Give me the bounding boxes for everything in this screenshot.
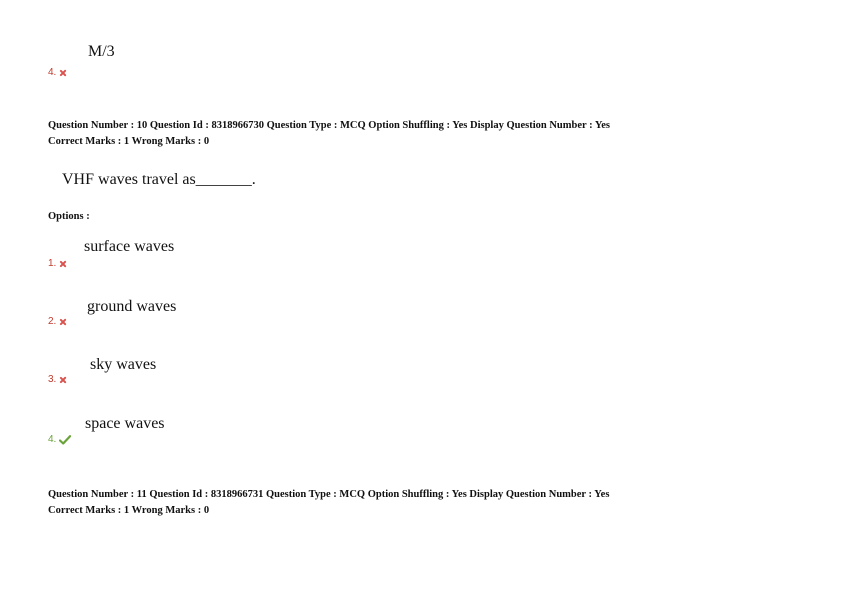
option-number-label: 3. — [48, 374, 57, 385]
question-meta-line1: Question Number : 10 Question Id : 8318966730 Question Type : MCQ Option Shuffling : Yes Display Question Number : Yes — [48, 120, 611, 131]
next-question-meta-line2: Correct Marks : 1 Wrong Marks : 0 — [48, 505, 210, 516]
option-number-3 — [48, 374, 67, 385]
option-number-label: 4. — [48, 67, 57, 78]
next-question-meta-line1: Question Number : 11 Question Id : 8318966731 Question Type : MCQ Option Shuffling : Yes Display Question Number : Yes — [48, 489, 610, 500]
cross-icon — [59, 376, 67, 384]
prev-option-text: M/3 — [88, 43, 115, 60]
question-meta-line2: Correct Marks : 1 Wrong Marks : 0 — [48, 136, 210, 147]
option-number-label: 1. — [48, 258, 57, 269]
option-number-4 — [48, 434, 71, 445]
option-text-1: surface waves — [84, 238, 175, 255]
options-label: Options : — [48, 211, 90, 222]
option-number-1 — [48, 258, 67, 269]
option-number-label: 2. — [48, 316, 57, 327]
option-number-2 — [48, 316, 67, 327]
cross-icon — [59, 318, 67, 326]
option-text-2: ground waves — [87, 298, 177, 315]
cross-icon — [59, 69, 67, 77]
cross-icon — [59, 260, 67, 268]
option-number-label: 4. — [48, 434, 57, 445]
question-text: VHF waves travel as_______. — [62, 171, 256, 188]
option-text-4: space waves — [85, 415, 165, 432]
prev-option-number — [48, 67, 67, 78]
check-icon — [59, 435, 71, 445]
option-text-3: sky waves — [90, 356, 157, 373]
